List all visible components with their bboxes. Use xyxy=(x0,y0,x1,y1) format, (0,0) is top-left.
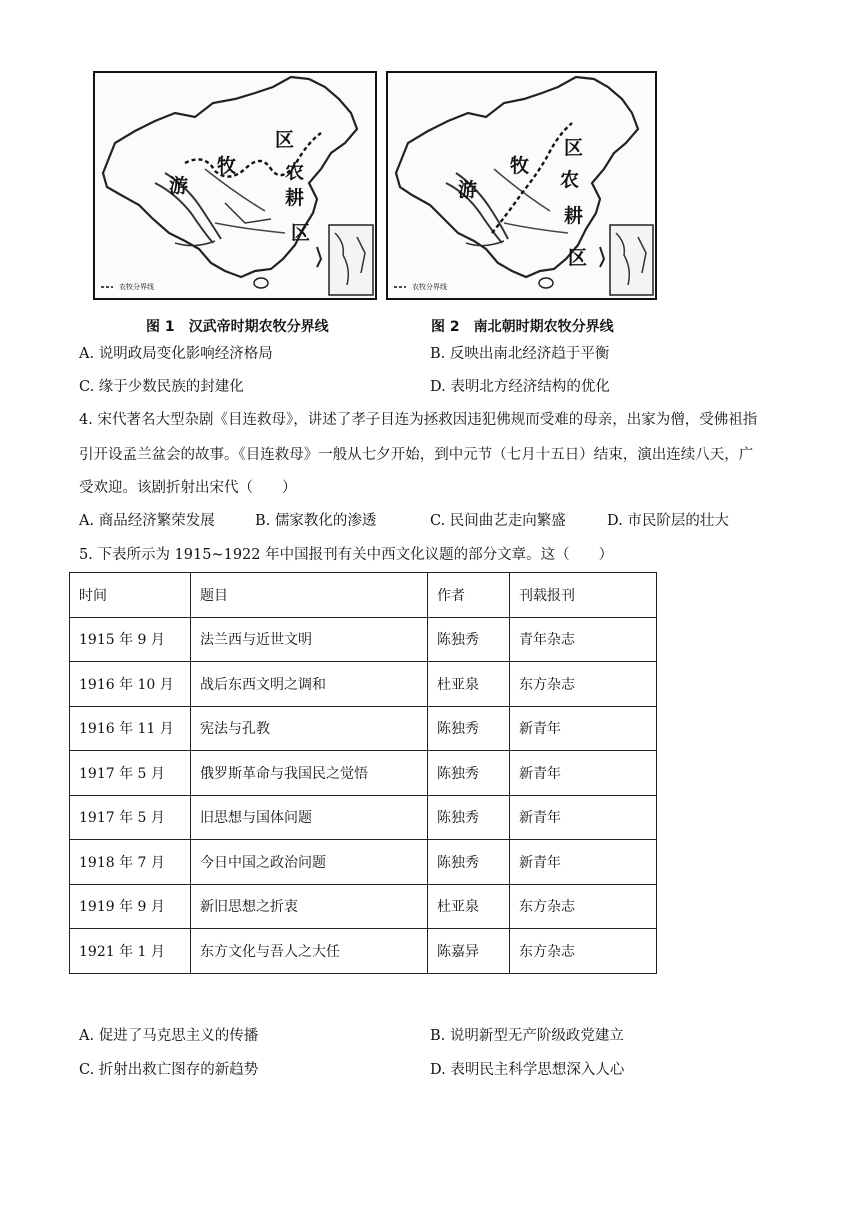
table-row xyxy=(70,795,657,840)
table-row xyxy=(70,706,657,751)
q4-option-d: D. 市民阶层的壮大 xyxy=(607,513,729,529)
q4-stem-line2: 引开设孟兰盆会的故事。《目连救母》一般从七夕开始，到中元节（七月十五日）结束，演出连续八天，广 xyxy=(79,447,754,463)
cell-title: 今日中国之政治问题 xyxy=(191,840,428,885)
q3-option-b: B. 反映出南北经济趋于平衡 xyxy=(430,346,610,362)
cell-author: 陈独秀 xyxy=(428,840,510,885)
map1-label-geng: 耕 xyxy=(285,187,305,209)
cell-journal: 新青年 xyxy=(510,706,657,751)
q5-option-d: D. 表明民主科学思想深入人心 xyxy=(430,1062,625,1078)
map2-label-nong: 农 xyxy=(560,169,580,191)
cell-author: 陈独秀 xyxy=(428,706,510,751)
cell-time: 1916 年 11 月 xyxy=(70,706,191,751)
map2-label-qu1: 区 xyxy=(564,137,584,159)
q5-option-b: B. 说明新型无产阶级政党建立 xyxy=(430,1028,624,1044)
q3-option-c: C. 缘于少数民族的封建化 xyxy=(79,379,244,395)
cell-author: 陈嘉异 xyxy=(428,929,510,974)
cell-time: 1917 年 5 月 xyxy=(70,795,191,840)
cell-title: 东方文化与吾人之大任 xyxy=(191,929,428,974)
map2-label-qu2: 区 xyxy=(568,247,588,269)
table-header-row xyxy=(70,573,657,618)
map1-label-you: 游 xyxy=(169,175,189,197)
cell-author: 陈独秀 xyxy=(428,795,510,840)
cell-time: 1917 年 5 月 xyxy=(70,751,191,796)
figure2-map xyxy=(386,71,657,300)
table-row xyxy=(70,751,657,796)
figure1-caption: 图 1 汉武帝时期农牧分界线 xyxy=(146,319,329,335)
header-journal: 刊载报刊 xyxy=(510,573,657,618)
cell-title: 战后东西文明之调和 xyxy=(191,662,428,707)
figure2-caption: 图 2 南北朝时期农牧分界线 xyxy=(431,319,614,335)
china-outline-map-2 xyxy=(388,73,655,298)
cell-journal: 青年杂志 xyxy=(510,617,657,662)
cell-journal: 新青年 xyxy=(510,795,657,840)
q4-option-b: B. 儒家教化的渗透 xyxy=(255,513,377,529)
map1-label-mu: 牧 xyxy=(217,155,237,177)
cell-journal: 东方杂志 xyxy=(510,662,657,707)
cell-time: 1921 年 1 月 xyxy=(70,929,191,974)
q5-option-a: A. 促进了马克思主义的传播 xyxy=(79,1028,259,1044)
cell-author: 杜亚泉 xyxy=(428,884,510,929)
q3-option-a: A. 说明政局变化影响经济格局 xyxy=(79,346,273,362)
table-row xyxy=(70,840,657,885)
china-outline-map-1 xyxy=(95,73,375,298)
cell-time: 1915 年 9 月 xyxy=(70,617,191,662)
article-table xyxy=(69,572,657,974)
q3-option-d: D. 表明北方经济结构的优化 xyxy=(430,379,610,395)
cell-journal: 东方杂志 xyxy=(510,884,657,929)
table-row xyxy=(70,884,657,929)
table-row xyxy=(70,617,657,662)
cell-author: 杜亚泉 xyxy=(428,662,510,707)
cell-time: 1918 年 7 月 xyxy=(70,840,191,885)
header-time: 时间 xyxy=(70,573,191,618)
q4-stem-line3: 受欢迎。该剧折射出宋代（ ） xyxy=(79,480,297,496)
map1-label-qu1: 区 xyxy=(275,129,295,151)
cell-journal: 新青年 xyxy=(510,840,657,885)
map1-legend: 农牧分界线 xyxy=(119,283,154,291)
cell-title: 旧思想与国体问题 xyxy=(191,795,428,840)
map1-label-nong: 农 xyxy=(285,161,305,183)
map2-legend: 农牧分界线 xyxy=(412,283,447,291)
cell-time: 1916 年 10 月 xyxy=(70,662,191,707)
cell-title: 新旧思想之折衷 xyxy=(191,884,428,929)
cell-author: 陈独秀 xyxy=(428,617,510,662)
map2-label-geng: 耕 xyxy=(564,205,584,227)
map2-label-you: 游 xyxy=(458,179,478,201)
cell-journal: 东方杂志 xyxy=(510,929,657,974)
cell-title: 宪法与孔教 xyxy=(191,706,428,751)
q5-option-c: C. 折射出救亡图存的新趋势 xyxy=(79,1062,259,1078)
cell-title: 法兰西与近世文明 xyxy=(191,617,428,662)
header-author: 作者 xyxy=(428,573,510,618)
q4-option-a: A. 商品经济繁荣发展 xyxy=(79,513,215,529)
map1-label-qu2: 区 xyxy=(291,222,311,244)
table-row xyxy=(70,929,657,974)
cell-title: 俄罗斯革命与我国民之觉悟 xyxy=(191,751,428,796)
cell-journal: 新青年 xyxy=(510,751,657,796)
header-title: 题目 xyxy=(191,573,428,618)
figure1-map xyxy=(93,71,377,300)
map2-label-mu: 牧 xyxy=(510,155,530,177)
cell-time: 1919 年 9 月 xyxy=(70,884,191,929)
cell-author: 陈独秀 xyxy=(428,751,510,796)
q5-stem: 5. 下表所示为 1915~1922 年中国报刊有关中西文化议题的部分文章。这（ ） xyxy=(79,547,614,563)
q4-stem-line1: 4. 宋代著名大型杂剧《目连救母》，讲述了孝子目连为拯救因违犯佛规而受难的母亲，出家为僧，受佛祖指 xyxy=(79,412,758,428)
table-row xyxy=(70,662,657,707)
q4-option-c: C. 民间曲艺走向繁盛 xyxy=(430,513,566,529)
